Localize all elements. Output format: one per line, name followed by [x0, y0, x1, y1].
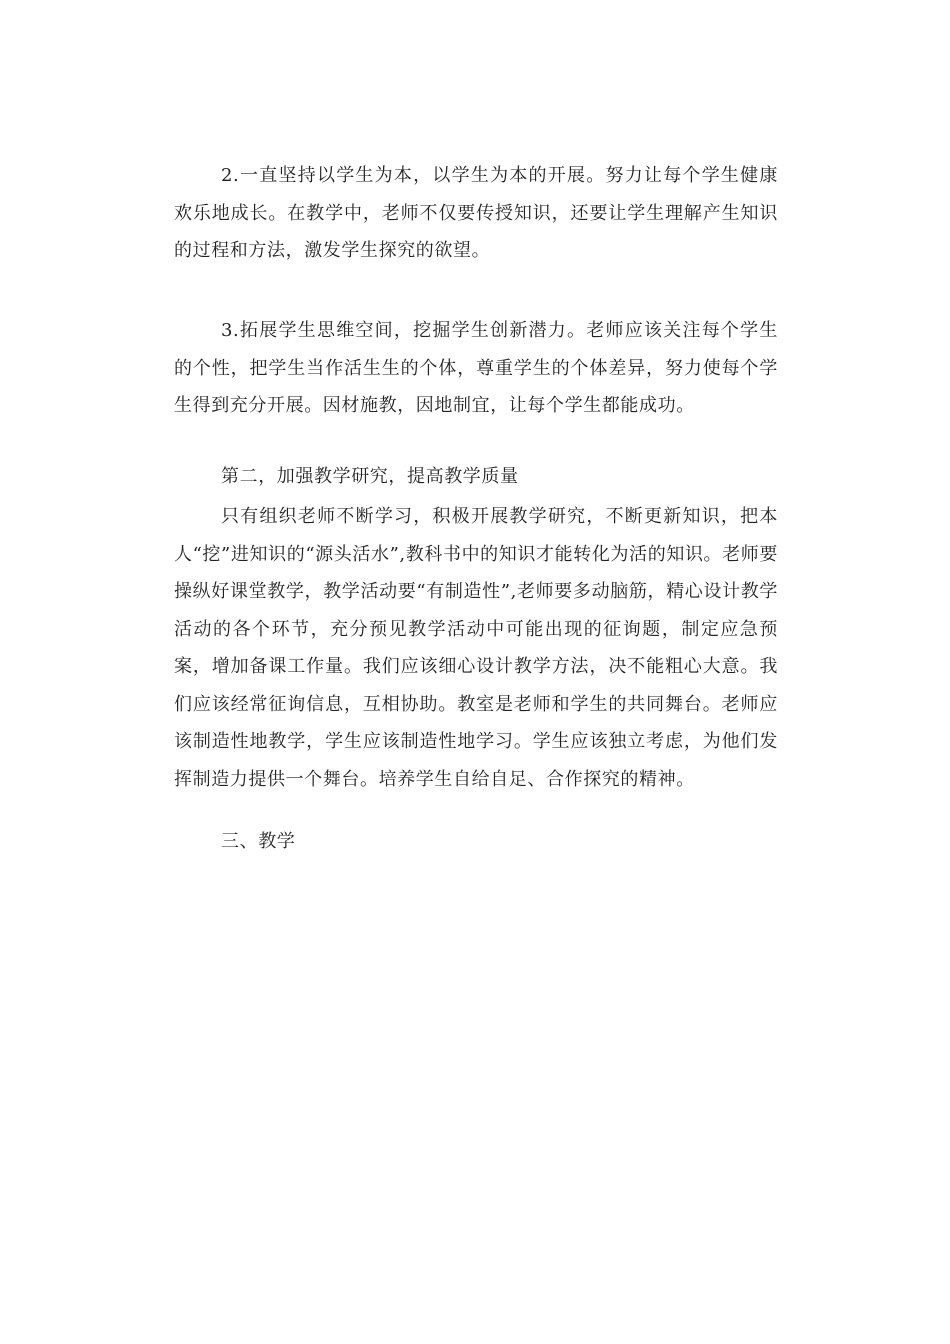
paragraph-point-2: 2.一直坚持以学生为本，以学生为本的开展。努力让每个学生健康欢乐地成长。在教学中，老师不仅要传授知识，还要让学生理解产生知识的过程和方法，激发学生探究的欲望。: [174, 165, 778, 261]
paragraph-point-3: 3.拓展学生思维空间，挖掘学生创新潜力。老师应该关注每个学生的个性，把学生当作活生生的个体，尊重学生的个体差异，努力使每个学生得到充分开展。因材施教，因地制宜，让每个学生都能成功。: [174, 320, 778, 416]
section-heading-second: 第二，加强教学研究，提高教学质量: [221, 466, 519, 487]
section-heading-three: 三、教学: [221, 831, 296, 852]
paragraph-teaching-research: 只有组织老师不断学习，积极开展教学研究，不断更新知识，把本人“挖”进知识的“源头活水”,教科书中的知识才能转化为活的知识。老师要操纵好课堂教学，教学活动要“有制造性”,老师要多动脑筋，精心设计教学活动的各个环节，充分预见教学活动中可能出现的征询题，制定应急预案，增加备课工作量。我们应该细心设计教学方法，决不能粗心大意。我们应该经常征询信息，互相协助。教室是老师和学生的共同舞台。老师应该制造性地教学，学生应该制造性地学习。学生应该独立考虑，为他们发挥制造力提供一个舞台。培养学生自给自足、合作探究的精神。: [174, 506, 778, 790]
